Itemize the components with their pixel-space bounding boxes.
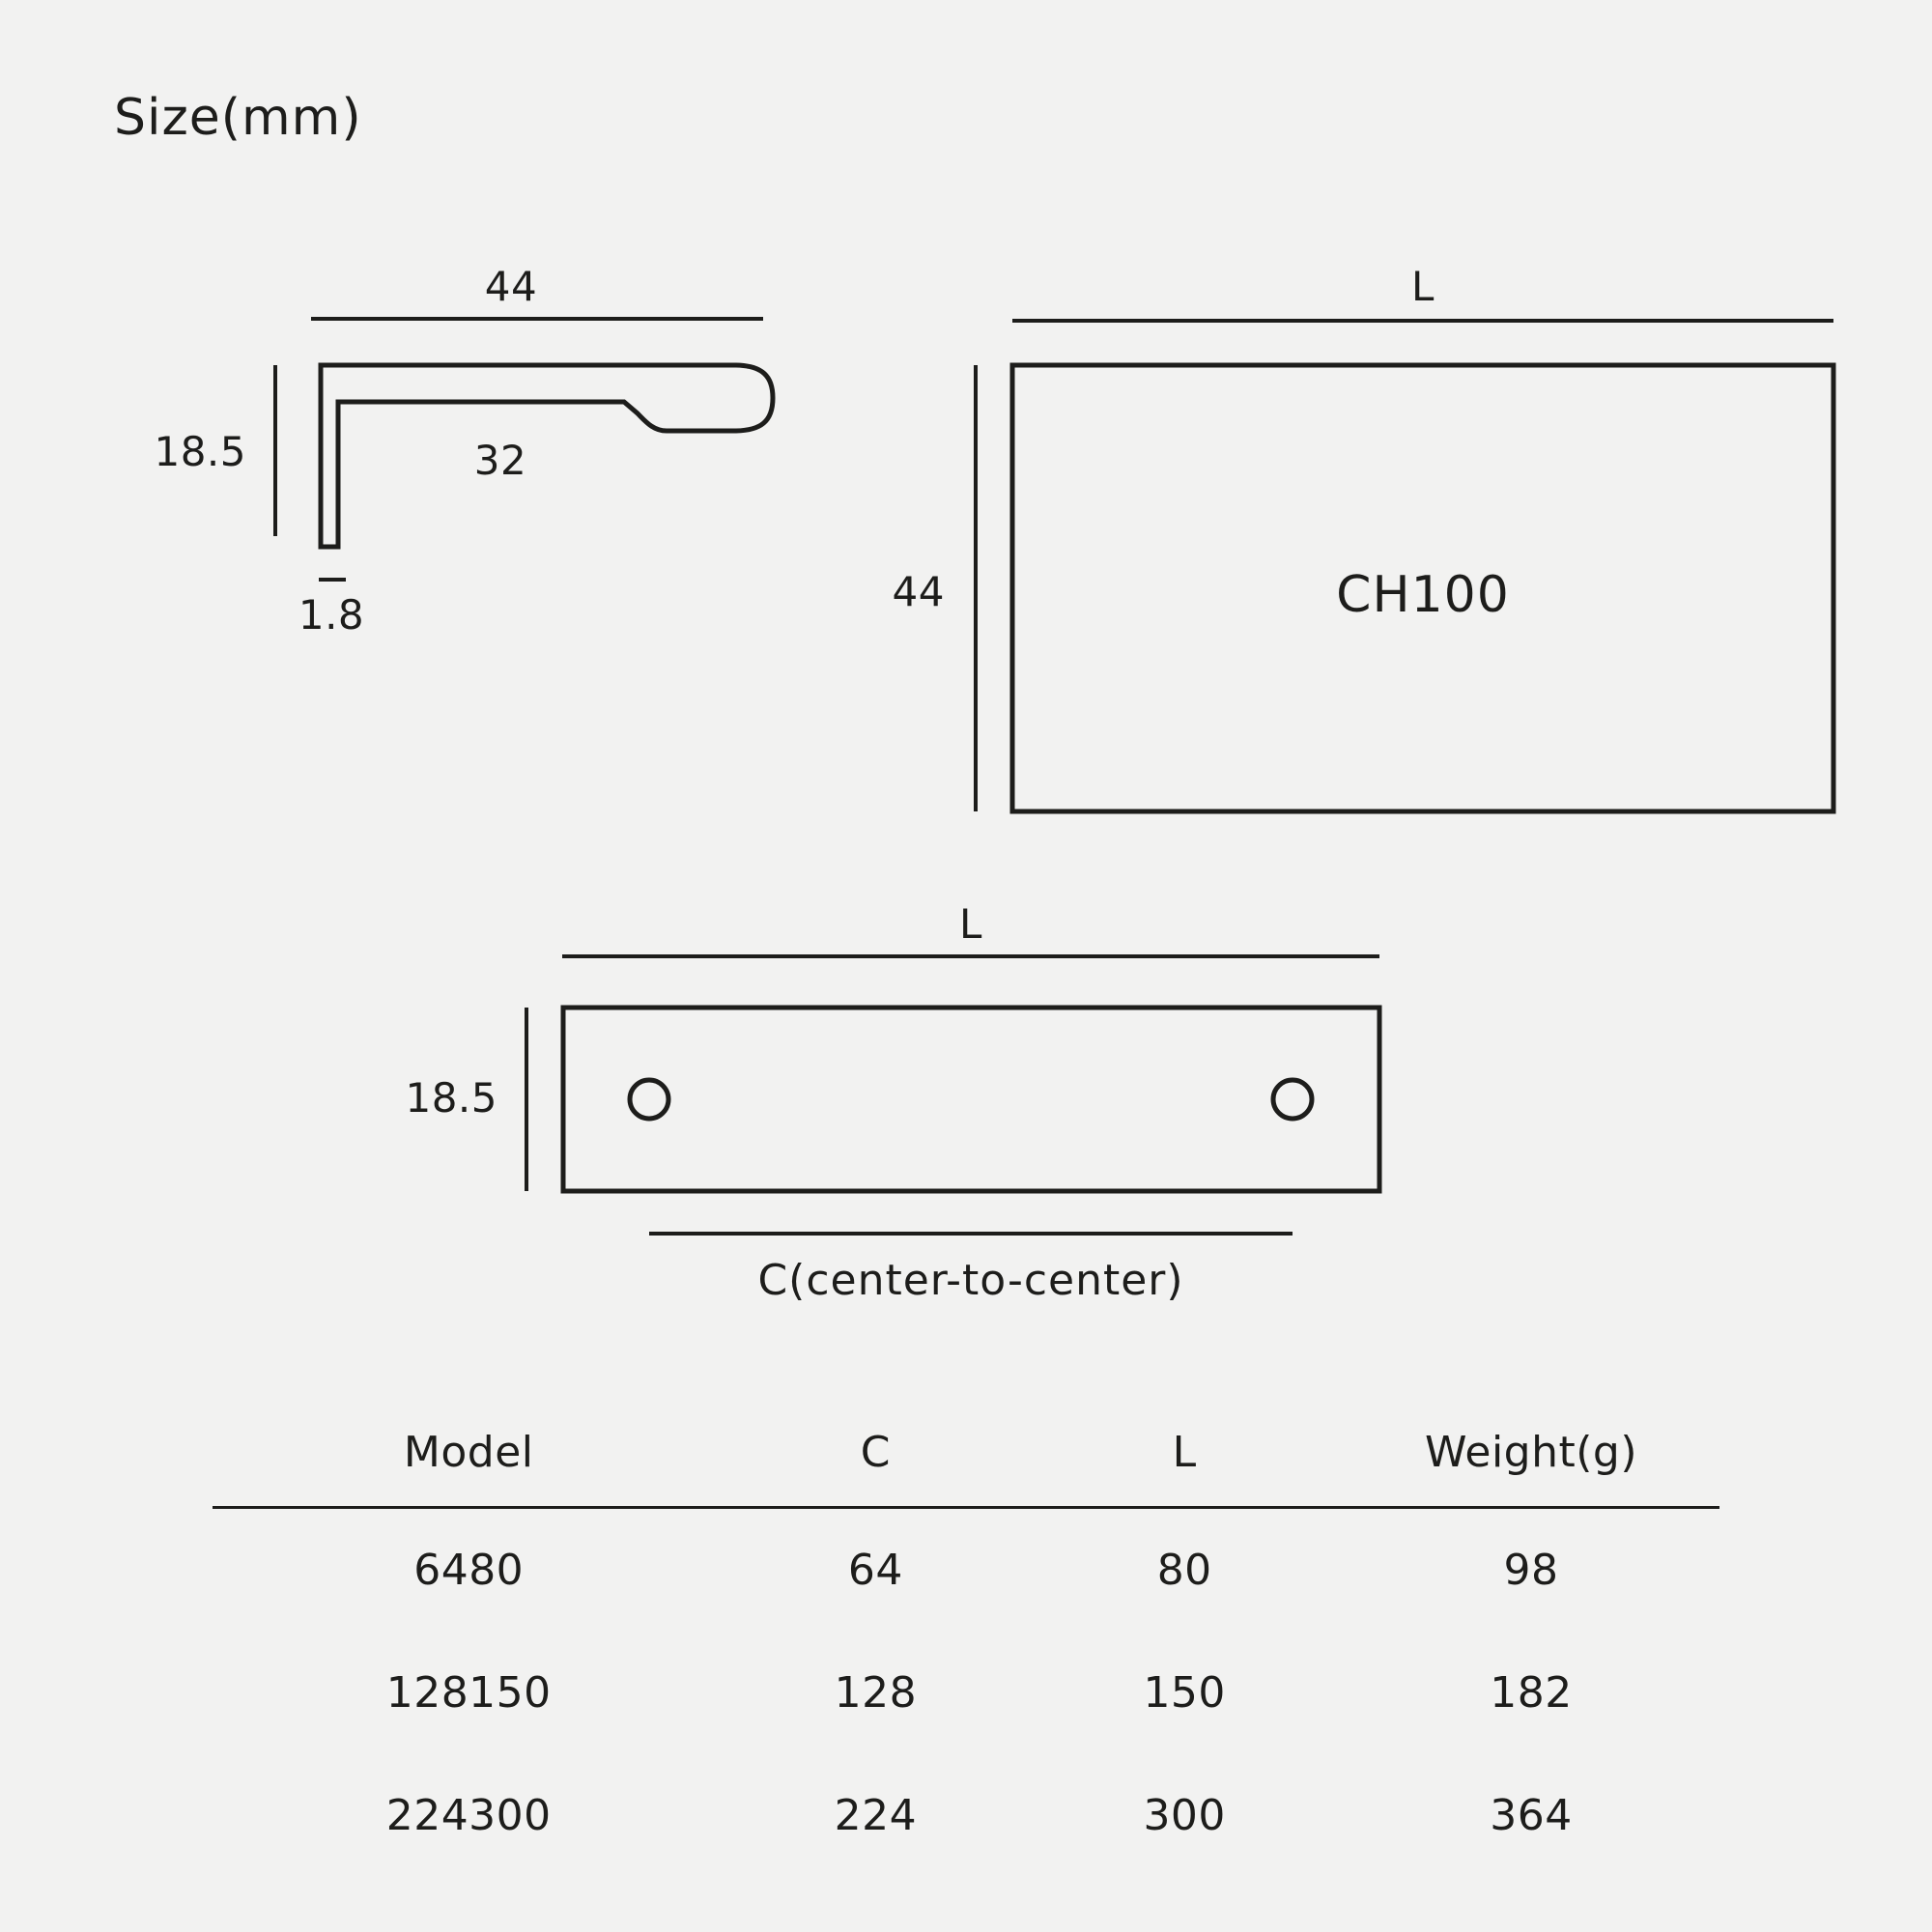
back-view-rect: [563, 1008, 1379, 1191]
label-side-width: 44: [484, 263, 538, 310]
label-front-height: 44: [892, 568, 945, 615]
mounting-hole-left: [630, 1080, 668, 1119]
cell-model: 128150: [385, 1668, 552, 1718]
cell-l: 80: [1156, 1546, 1212, 1595]
table-row: [213, 1508, 1719, 1633]
table-header-weight: Weight(g): [1424, 1428, 1638, 1477]
label-front-length: L: [1411, 263, 1435, 310]
cell-c: 224: [834, 1791, 918, 1840]
label-center-to-center: C(center-to-center): [757, 1256, 1184, 1305]
label-side-thickness: 1.8: [298, 591, 365, 639]
table-header-model: Model: [403, 1428, 534, 1477]
table-row: [213, 1754, 1719, 1877]
table-header-c: C: [860, 1428, 891, 1477]
label-side-height: 18.5: [154, 428, 246, 475]
page-title: Size(mm): [114, 89, 362, 147]
table-header-row: [213, 1428, 1719, 1508]
cell-weight: 182: [1490, 1668, 1573, 1718]
cell-l: 300: [1143, 1791, 1226, 1840]
label-product-code: CH100: [1336, 566, 1510, 624]
label-back-height: 18.5: [405, 1074, 497, 1122]
cell-weight: 364: [1490, 1791, 1573, 1840]
label-back-length: L: [959, 900, 982, 948]
mounting-hole-right: [1273, 1080, 1312, 1119]
label-side-inner-width: 32: [473, 437, 527, 484]
cell-l: 150: [1143, 1668, 1226, 1718]
cell-weight: 98: [1503, 1546, 1559, 1595]
spec-table: [213, 1428, 1719, 1877]
cell-c: 64: [847, 1546, 903, 1595]
cell-model: 224300: [385, 1791, 552, 1840]
cell-c: 128: [834, 1668, 918, 1718]
table-header-l: L: [1172, 1428, 1197, 1477]
table-row: [213, 1632, 1719, 1754]
cell-model: 6480: [413, 1546, 525, 1595]
side-profile-outline: [321, 365, 773, 547]
